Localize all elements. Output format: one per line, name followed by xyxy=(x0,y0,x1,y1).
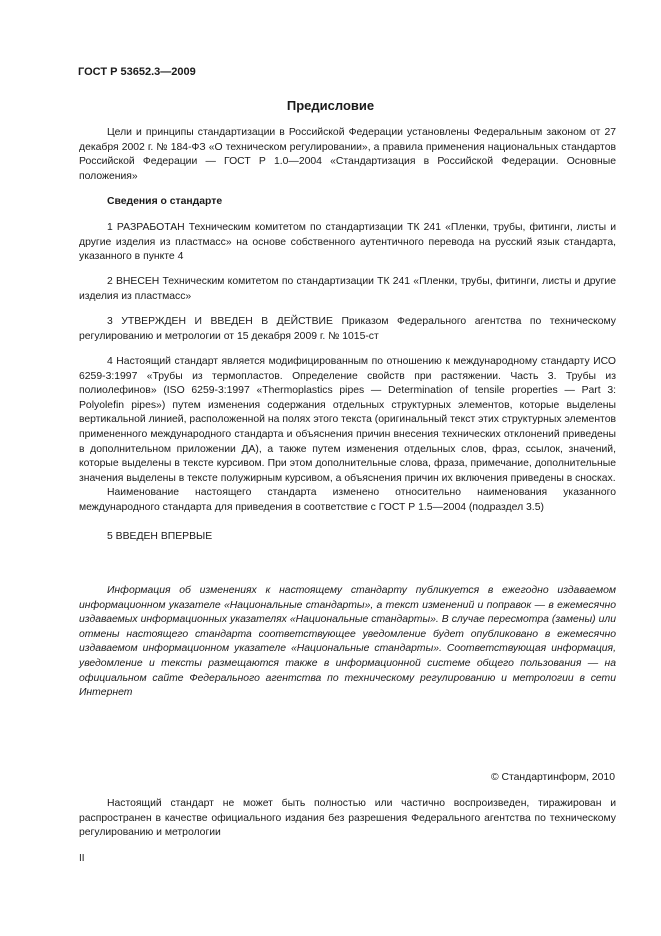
item-4 xyxy=(79,355,616,516)
notice-text: Информация об изменениях к настоящему стандарту публикуется в ежегодно издаваемом информационном указателе «Национальные стандарты», а текст изменений и поправок — в ежемесячно издаваемых информационных указателях «Национальные стандарты». В случае пересмотра (замены) или отмены настоящего стандарта соответствующее уведомление будет опубликовано в ежемесячно издаваемом информационном указателе «Национальные стандарты». Соответствующая информация, уведомление и тексты размещаются также в информационной системе общего пользования — на официальном сайте Федерального агентства по техническому регулированию и метрологии в сети Интернет xyxy=(79,585,616,699)
item-5-text: 5 ВВЕДЕН ВПЕРВЫЕ xyxy=(107,531,213,542)
page-title: Предисловие xyxy=(286,98,375,113)
intro-paragraph: Цели и принципы стандартизации в Российской Федерации установлены Федеральным законом от 27 декабря 2002 г. № 184-ФЗ «О техническом регулировании», а правила применения национальных стандартов Российской Федерации — ГОСТ Р 1.0—2004 «Стандартизация в Российской Федерации. Основные положения» xyxy=(79,127,616,182)
reproduction-block xyxy=(79,797,616,841)
item-1-text: 1 РАЗРАБОТАН Техническим комитетом по стандартизации ТК 241 «Пленки, трубы, фитинги, листы и другие изделия из пластмасс» на основе собственного аутентичного перевода на русский язык стандарта, указанного в пункте 4 xyxy=(79,222,616,263)
item-1 xyxy=(79,221,616,265)
item-2-text: 2 ВНЕСЕН Техническим комитетом по стандартизации ТК 241 «Пленки, трубы, фитинги, листы и другие изделия из пластмасс» xyxy=(79,276,616,302)
section-heading: Сведения о стандарте xyxy=(107,196,223,207)
item-5 xyxy=(79,530,616,545)
notice-block xyxy=(79,584,616,701)
item-3-text: 3 УТВЕРЖДЕН И ВВЕДЕН В ДЕЙСТВИЕ Приказом Федерального агентства по техническому регулированию и метрологии от 15 декабря 2009 г. № 1015-ст xyxy=(79,316,616,342)
item-4-note: Наименование настоящего стандарта изменено относительно наименования указанного международного стандарта для приведения в соответствие с ГОСТ Р 1.5—2004 (подраздел 3.5) xyxy=(79,487,616,513)
reproduction-text: Настоящий стандарт не может быть полностью или частично воспроизведен, тиражирован и распространен в качестве официального издания без разрешения Федерального агентства по техническому регулированию и метрологии xyxy=(79,798,616,839)
page-number: II xyxy=(79,853,85,864)
intro-block xyxy=(79,126,616,184)
copyright: © Стандартинформ, 2010 xyxy=(490,772,615,783)
item-3 xyxy=(79,315,616,344)
document-id-header: ГОСТ Р 53652.3—2009 xyxy=(78,66,196,78)
item-2 xyxy=(79,275,616,304)
item-4-text: 4 Настоящий стандарт является модифицированным по отношению к международному стандарту ИСО 6259-3:1997 «Трубы из термопластов. Определение свойств при растяжении. Часть 3. Трубы из полиолефинов» (ISO 6259-3:1997 «Thermoplastics pipes — Determination of tensile properties — Part 3: Polyolefin pipes») путем изменения содержания отдельных структурных элементов, которые выделены вертикальной линией, расположенной на полях этого текста (оригинальный текст этих структурных элементов примененного международного стандарта и объяснения причин внесения технических отклонений приведены в дополнительном приложении ДА), а также путем изменения отдельных слов, фраз, ссылок, значений, которые выделены в тексте курсивом. При этом дополнительные слова, фраза, примечание, дополнительные значения выделены в тексте полужирным курсивом, а объяснения причин их включения приведены в сносках. xyxy=(79,356,616,484)
